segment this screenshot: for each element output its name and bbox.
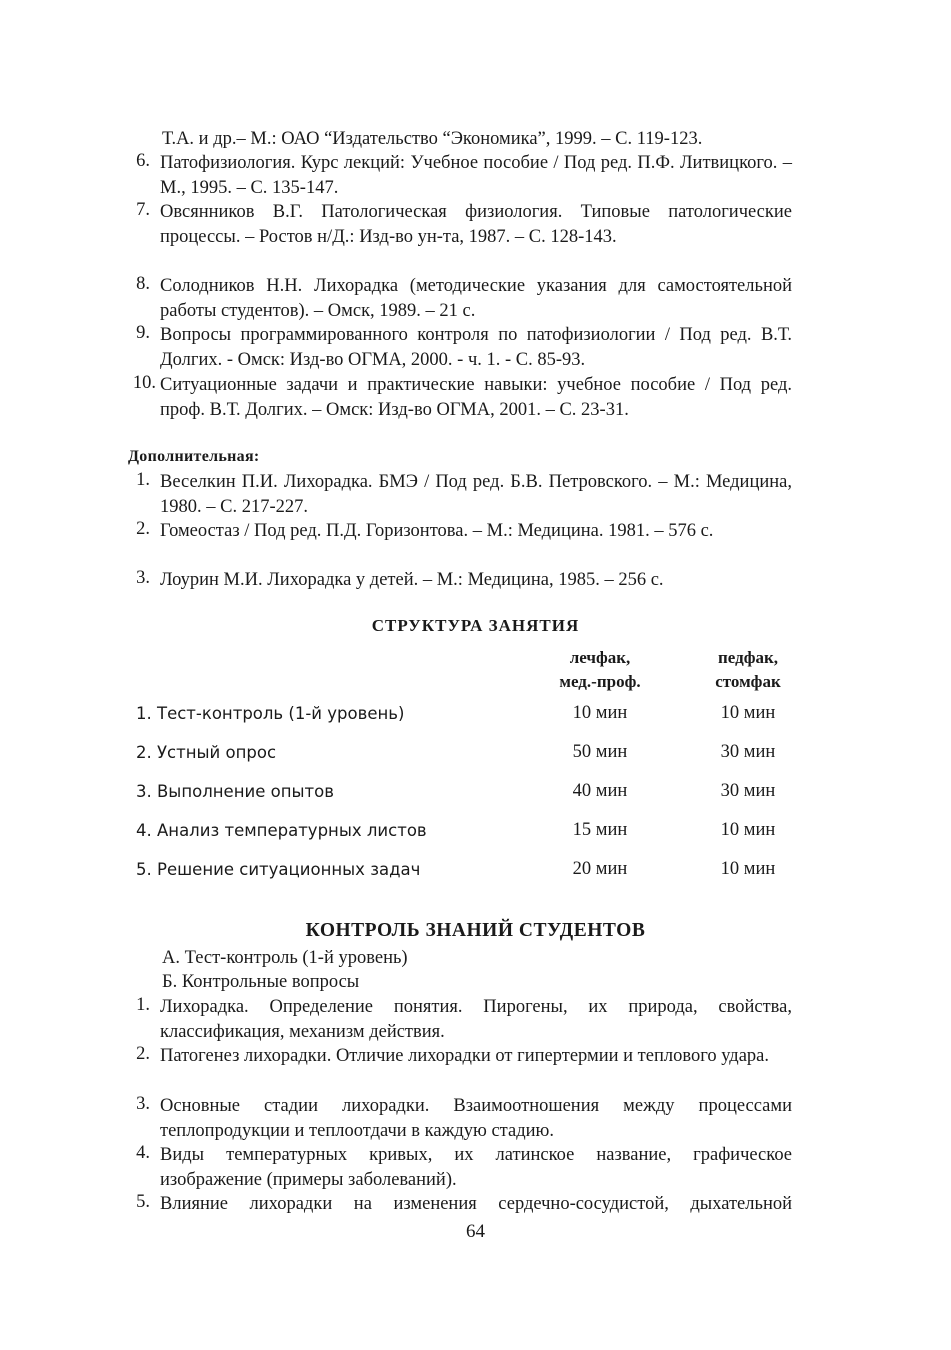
control-title: КОНТРОЛЬ ЗНАНИЙ СТУДЕНТОВ [305, 920, 646, 941]
row-label: 2. Устный опрос [136, 743, 277, 762]
reference-text: Ситуационные задачи и практические навыки: учебное пособие / Под ред. проф. В.Т. Долгих. – Омск: Изд-во ОГМА, 2001. – С. 23-31. [160, 375, 792, 420]
reference-text: Овсянников В.Г. Патологическая физиология. Типовые патологические процессы. – Ростов н/Д.: Изд-во ун-та, 1987. – С. 128-143. [160, 202, 792, 247]
row-value-col1: 50 мин [572, 742, 628, 762]
question-text: Лихорадка. Определение понятия. Пирогены, их природа, свойства, классификация, механизм действия. [160, 997, 792, 1042]
question-text: Основные стадии лихорадки. Взаимоотношения между процессами теплопродукции и теплоотдачи в каждую стадию. [160, 1096, 792, 1141]
reference-number: 7. [136, 200, 150, 220]
reference-number: 6. [136, 151, 150, 171]
question-number: 4. [136, 1143, 150, 1163]
question-number: 2. [136, 1044, 150, 1064]
row-value-col2: 10 мин [720, 820, 776, 840]
row-label: 3. Выполнение опытов [136, 782, 334, 801]
structure-title: СТРУКТУРА ЗАНЯТИЯ [371, 616, 580, 635]
reference-text: Гомеостаз / Под ред. П.Д. Горизонтова. – М.: Медицина. 1981. – 576 с. [160, 521, 714, 541]
row-label: 5. Решение ситуационных задач [136, 860, 421, 879]
reference-text: Солодников Н.Н. Лихорадка (методические указания для самостоятельной работы студентов). – Омск, 1989. – 21 с. [160, 276, 792, 321]
control-item-a: А. Тест-контроль (1-й уровень) [162, 948, 408, 968]
reference-text: Патофизиология. Курс лекций: Учебное пособие / Под ред. П.Ф. Литвицкого. – М., 1995. – С. 135-147. [160, 153, 792, 198]
reference-number: 8. [136, 274, 150, 294]
question-text: Патогенез лихорадки. Отличие лихорадки от гипертермии и теплового удара. [160, 1046, 770, 1066]
row-value-col2: 10 мин [720, 859, 776, 879]
question-number: 3. [136, 1094, 150, 1114]
row-value-col1: 15 мин [572, 820, 628, 840]
question-text: Виды температурных кривых, их латинское название, графическое изображение (примеры заболеваний). [160, 1145, 792, 1190]
row-value-col2: 10 мин [720, 703, 776, 723]
row-value-col2: 30 мин [720, 781, 776, 801]
reference-text: Веселкин П.И. Лихорадка. БМЭ / Под ред. Б.В. Петровского. – М.: Медицина, 1980. – С. 217-227. [160, 472, 792, 517]
reference-continuation: Т.А. и др.– М.: ОАО “Издательство “Экономика”, 1999. – С. 119-123. [162, 129, 703, 149]
reference-number: 9. [136, 323, 150, 343]
page-number: 64 [466, 1221, 485, 1242]
column-header-line: лечфак, [569, 648, 631, 667]
question-text: Влияние лихорадки на изменения сердечно-сосудистой, дыхательной [160, 1194, 792, 1214]
reference-number: 10. [132, 373, 156, 393]
reference-number: 1. [136, 470, 150, 490]
row-value-col2: 30 мин [720, 742, 776, 762]
reference-text: Вопросы программированного контроля по патофизиологии / Под ред. В.Т. Долгих. - Омск: Изд-во ОГМА, 2000. - ч. 1. - С. 85-93. [160, 325, 792, 370]
reference-text: Лоурин М.И. Лихорадка у детей. – М.: Медицина, 1985. – 256 с. [160, 570, 664, 590]
row-value-col1: 40 мин [572, 781, 628, 801]
row-label: 4. Анализ температурных листов [136, 821, 427, 840]
reference-number: 3. [136, 568, 150, 588]
additional-heading: Дополнительная: [128, 448, 260, 465]
column-header-line: стомфак [715, 672, 781, 691]
question-number: 5. [136, 1192, 150, 1212]
column-header-line: педфак, [717, 648, 779, 667]
column-header-pedfak [688, 646, 808, 694]
row-value-col1: 20 мин [572, 859, 628, 879]
column-header-lechfak [540, 646, 660, 694]
row-value-col1: 10 мин [572, 703, 628, 723]
reference-number: 2. [136, 519, 150, 539]
control-item-b: Б. Контрольные вопросы [162, 972, 360, 992]
column-header-line: мед.-проф. [559, 672, 641, 691]
question-number: 1. [136, 995, 150, 1015]
row-label: 1. Тест-контроль (1-й уровень) [136, 704, 405, 723]
